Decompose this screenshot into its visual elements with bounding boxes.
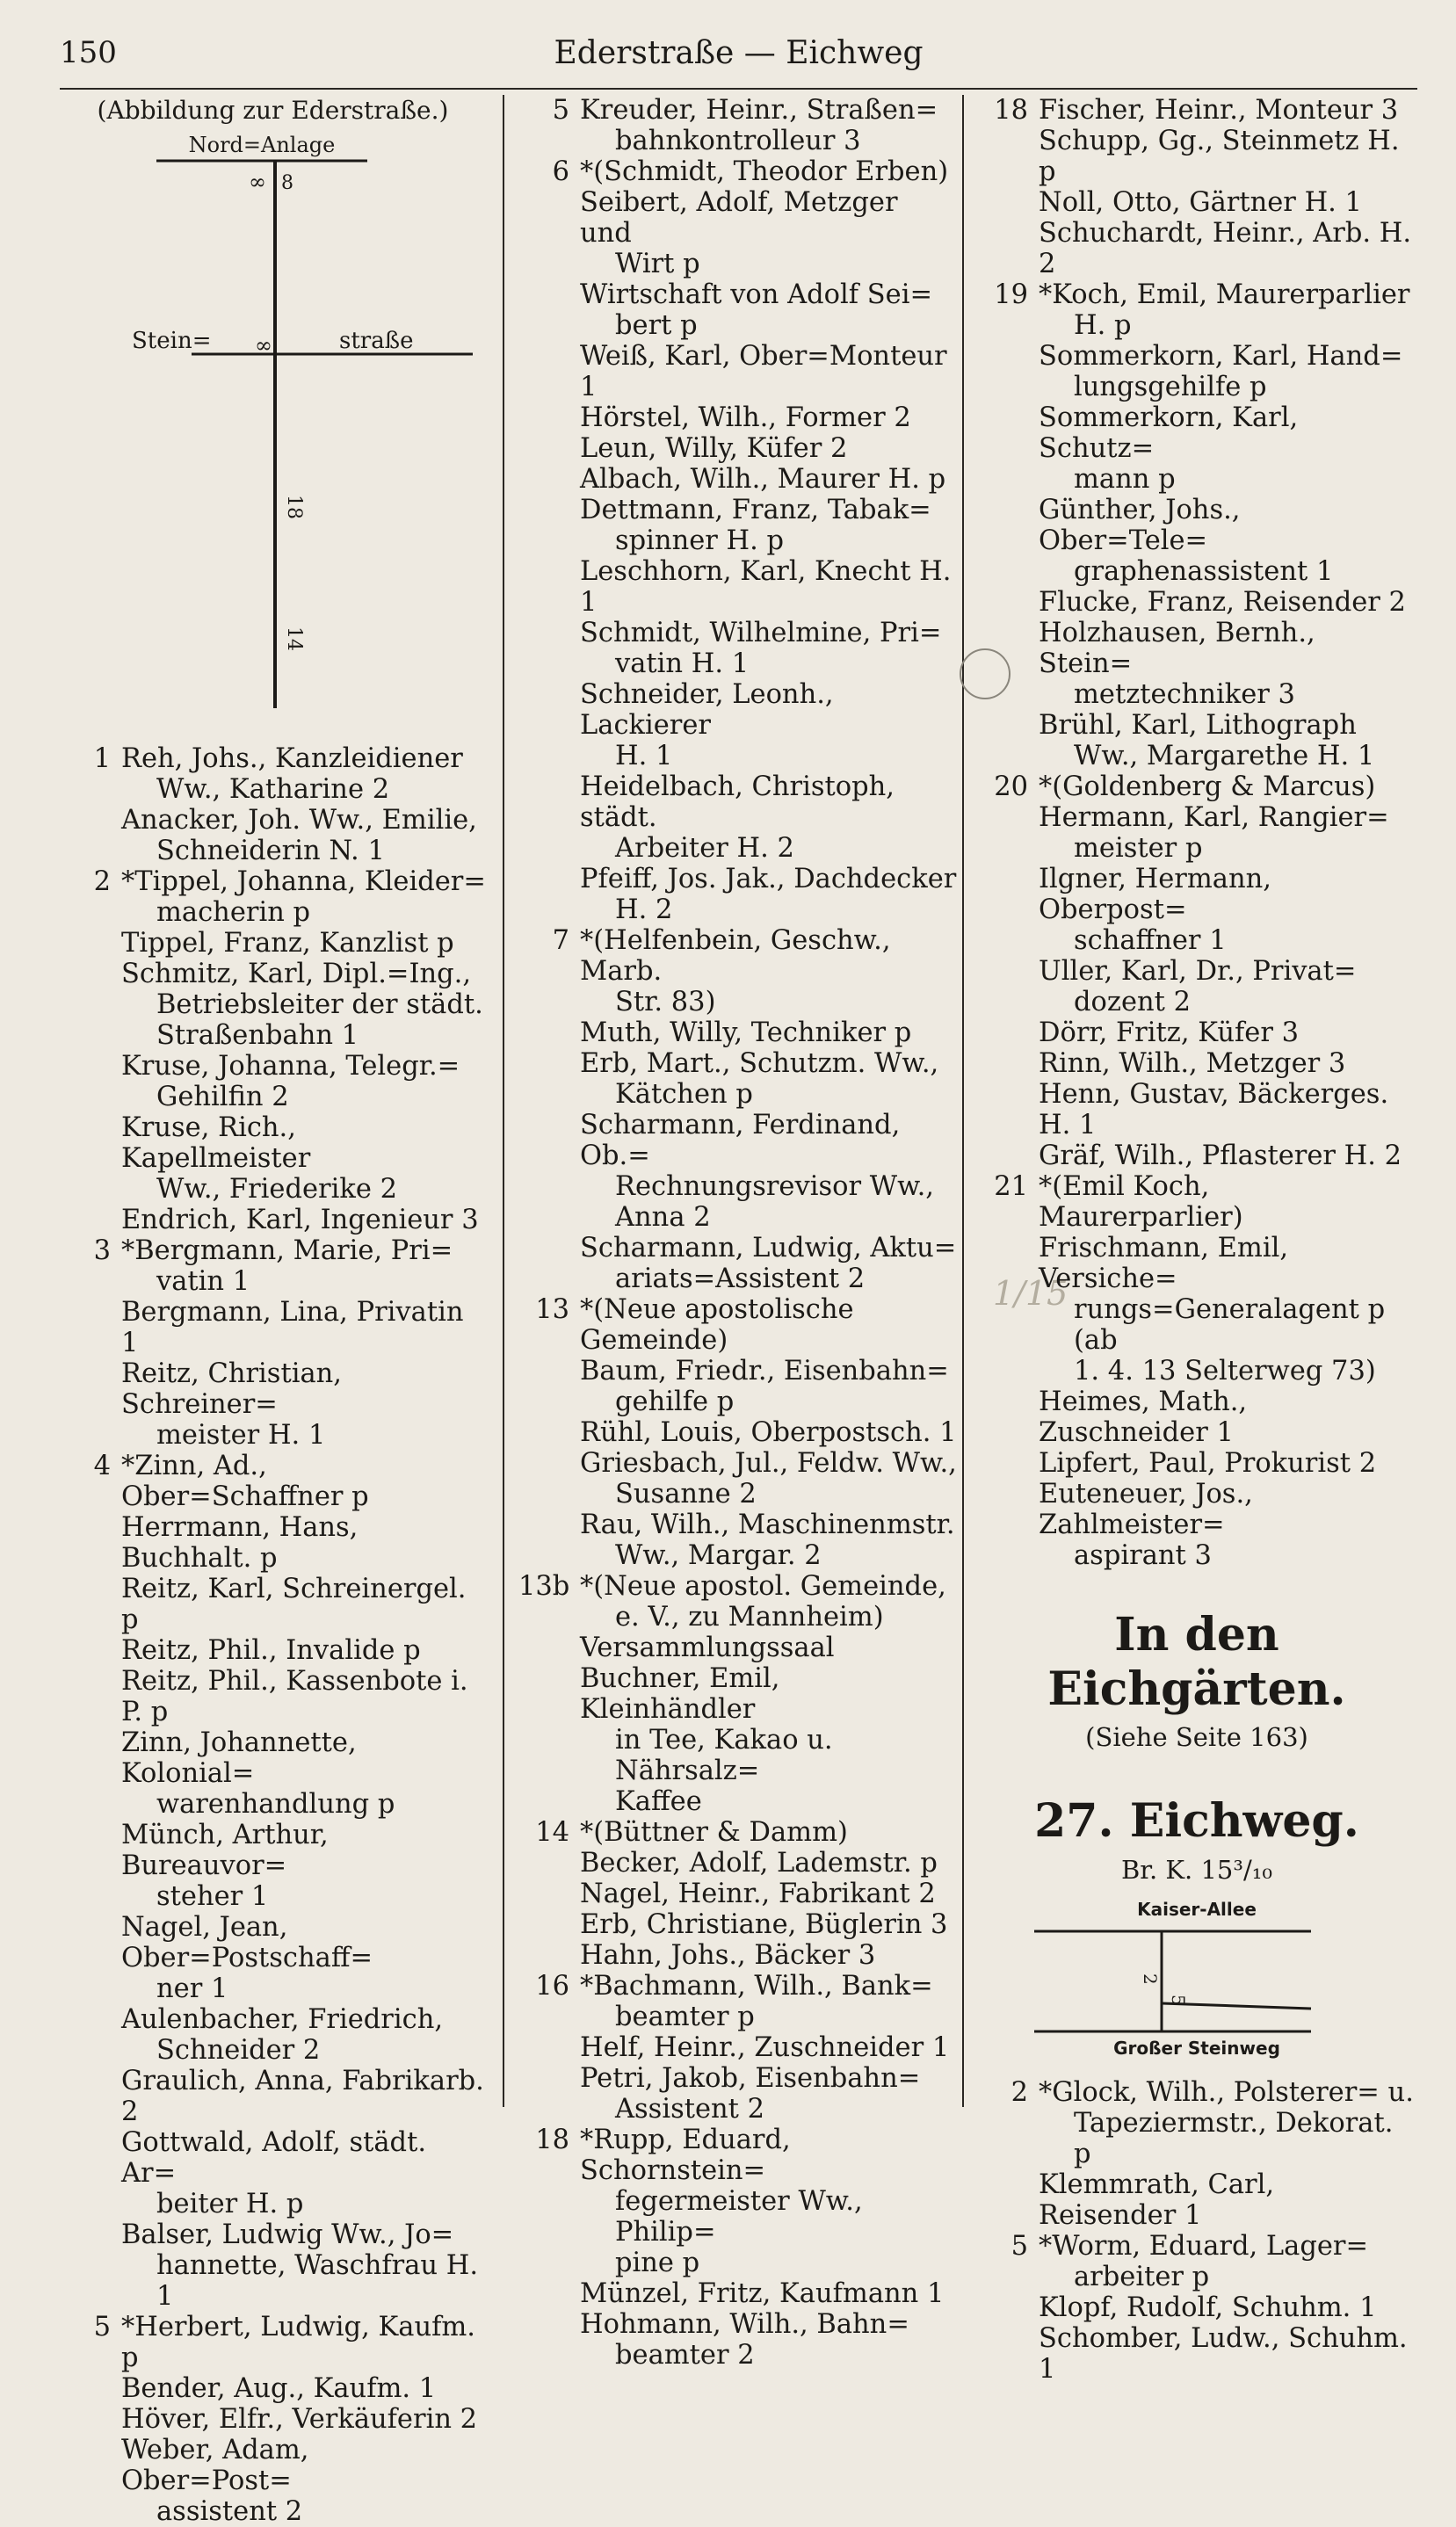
- entry-line: Helf, Heinr., Zuschneider 1: [580, 2032, 950, 2063]
- directory-entry: [977, 402, 1416, 495]
- entry-line: Dörr, Fritz, Küfer 3: [1039, 1017, 1300, 1048]
- house-number: 18: [994, 95, 1028, 126]
- entry-line: beamter 2: [615, 2340, 755, 2371]
- directory-entry: [977, 956, 1416, 1017]
- column-1: [60, 95, 486, 2527]
- column-divider-2: [962, 95, 964, 2107]
- directory-entry: [518, 1971, 958, 2032]
- entry-line: macherin p: [156, 897, 311, 928]
- directory-entry: [518, 1417, 958, 1448]
- entry-line: Tippel, Franz, Kanzlist p: [121, 928, 454, 959]
- entry-line: Assistent 2: [615, 2094, 765, 2125]
- entry-line: Reitz, Karl, Schreinergel. p: [121, 1574, 467, 1635]
- directory-entry: [60, 2404, 486, 2435]
- entry-line: Gräf, Wilh., Pflasterer H. 2: [1039, 1140, 1402, 1171]
- entry-line: Nagel, Heinr., Fabrikant 2: [580, 1879, 936, 1909]
- entry-line: Schuchardt, Heinr., Arb. H. 2: [1039, 218, 1412, 279]
- directory-entry: [60, 1727, 486, 1820]
- directory-entry: [518, 1048, 958, 1110]
- directory-entry: [60, 1235, 486, 1297]
- entry-line: Bergmann, Lina, Privatin 1: [121, 1297, 464, 1358]
- directory-entry: [60, 743, 486, 805]
- entry-line: Rühl, Louis, Oberpostsch. 1: [580, 1417, 957, 1448]
- entry-line: *Herbert, Ludwig, Kaufm. p: [121, 2312, 475, 2373]
- entry-line: arbeiter p: [1074, 2262, 1210, 2292]
- pencil-note: 1/15: [993, 1274, 1068, 1313]
- section-see-reference: (Siehe Seite 163): [1085, 1722, 1308, 1752]
- entry-line: Erb, Mart., Schutzm. Ww.,: [580, 1048, 939, 1079]
- street-map-eichweg: [977, 1889, 1416, 2065]
- entry-line: *(Helfenbein, Geschw., Marb.: [580, 925, 891, 987]
- entry-line: Noll, Otto, Gärtner H. 1: [1039, 187, 1362, 218]
- entry-line: meister H. 1: [156, 1420, 326, 1451]
- entry-line: Hohmann, Wilh., Bahn=: [580, 2309, 909, 2340]
- directory-entry: [977, 802, 1416, 864]
- entry-line: meister p: [1074, 833, 1203, 864]
- entry-line: Versammlungssaal: [580, 1633, 835, 1663]
- entry-line: Kätchen p: [615, 1079, 753, 1110]
- directory-entry: [60, 1635, 486, 1666]
- entry-line: Endrich, Karl, Ingenieur 3: [121, 1205, 479, 1235]
- map1-infinity-top: ∞: [249, 170, 266, 194]
- entry-line: Lipfert, Paul, Prokurist 2: [1039, 1448, 1377, 1479]
- entry-line: Uller, Karl, Dr., Privat=: [1039, 956, 1357, 987]
- entry-line: 1. 4. 13 Selterweg 73): [1074, 1356, 1376, 1387]
- house-number: 7: [552, 925, 569, 956]
- entry-line: *Tippel, Johanna, Kleider=: [121, 866, 486, 897]
- page-number: 150: [60, 35, 117, 70]
- map2-num-a: 2: [1140, 1973, 1161, 1985]
- entry-line: Wirt p: [615, 249, 700, 279]
- directory-entry: [518, 1848, 958, 1879]
- entry-line: *(Neue apostolische Gemeinde): [580, 1294, 854, 1356]
- entry-line: Anacker, Joh. Ww., Emilie,: [121, 805, 477, 836]
- entry-line: Wirtschaft von Adolf Sei=: [580, 279, 933, 310]
- directory-entry: [518, 341, 958, 402]
- entry-line: Straßenbahn 1: [156, 1020, 359, 1051]
- directory-entry: [60, 928, 486, 959]
- entry-line: Balser, Ludwig Ww., Jo=: [121, 2219, 454, 2250]
- map1-num-top: 8: [281, 172, 293, 194]
- directory-entry: [518, 1017, 958, 1048]
- directory-entry: [60, 1820, 486, 1912]
- entry-line: Schomber, Ludw., Schuhm. 1: [1039, 2323, 1408, 2385]
- column-2-entries: [518, 95, 958, 2371]
- entry-line: Muth, Willy, Techniker p: [580, 1017, 912, 1048]
- eichweg-entries: [977, 2077, 1416, 2385]
- entry-line: Klopf, Rudolf, Schuhm. 1: [1039, 2292, 1377, 2323]
- house-number: 18: [535, 2125, 569, 2155]
- directory-entry: [518, 618, 958, 679]
- directory-entry: [518, 1909, 958, 1940]
- entry-line: Aulenbacher, Friedrich,: [121, 2004, 444, 2035]
- entry-line: Nagel, Jean, Ober=Postschaff=: [121, 1912, 373, 1973]
- column-3-entries: [977, 95, 1416, 1571]
- entry-line: Pfeiff, Jos. Jak., Dachdecker: [580, 864, 957, 894]
- page-header: [60, 26, 1417, 90]
- directory-entry: [977, 710, 1416, 771]
- directory-entry: [977, 1079, 1416, 1140]
- directory-entry: [518, 925, 958, 1017]
- directory-entry: [518, 1571, 958, 1633]
- directory-entry: [977, 95, 1416, 126]
- entry-line: *(Büttner & Damm): [580, 1817, 848, 1848]
- entry-line: Heimes, Math., Zuschneider 1: [1039, 1387, 1248, 1448]
- entry-line: Arbeiter H. 2: [615, 833, 794, 864]
- entry-line: Hahn, Johs., Bäcker 3: [580, 1940, 876, 1971]
- entry-line: Holzhausen, Bernh., Stein=: [1039, 618, 1315, 679]
- entry-line: Reitz, Phil., Invalide p: [121, 1635, 421, 1666]
- entry-line: Reh, Johs., Kanzleidiener: [121, 743, 463, 774]
- directory-entry: [977, 864, 1416, 956]
- house-number: 4: [93, 1451, 111, 1481]
- entry-line: hannette, Waschfrau H. 1: [156, 2250, 479, 2312]
- entry-line: Str. 83): [615, 987, 716, 1017]
- directory-entry: [977, 1171, 1416, 1233]
- running-head: Ederstraße — Eichweg: [554, 35, 924, 71]
- entry-line: H. 2: [615, 894, 673, 925]
- entry-line: Schneider 2: [156, 2035, 321, 2066]
- entry-line: graphenassistent 1: [1074, 556, 1334, 587]
- entry-line: *(Goldenberg & Marcus): [1039, 771, 1376, 802]
- directory-entry: [60, 1912, 486, 2004]
- entry-line: Rau, Wilh., Maschinenmstr.: [580, 1510, 955, 1540]
- entry-line: Herrmann, Hans, Buchhalt. p: [121, 1512, 359, 1574]
- entry-line: Rinn, Wilh., Metzger 3: [1039, 1048, 1346, 1079]
- directory-entry: [977, 1233, 1416, 1387]
- directory-entry: [977, 2231, 1416, 2292]
- entry-line: bahnkontrolleur 3: [615, 126, 861, 156]
- directory-entry: [977, 187, 1416, 218]
- entry-line: mann p: [1074, 464, 1176, 495]
- entry-line: vatin 1: [156, 1266, 250, 1297]
- entry-line: Münch, Arthur, Bureauvor=: [121, 1820, 329, 1881]
- directory-entry: [60, 1666, 486, 1727]
- house-number: 13b: [518, 1571, 570, 1602]
- entry-line: H. p: [1074, 310, 1132, 341]
- entry-line: Gehilfin 2: [156, 1082, 289, 1112]
- street-map2-svg: [977, 1889, 1416, 2065]
- map1-caption: (Abbildung zur Ederstraße.): [97, 96, 449, 125]
- entry-line: *(Emil Koch, Maurerparlier): [1039, 1171, 1243, 1233]
- entry-line: aspirant 3: [1074, 1540, 1212, 1571]
- entry-line: Hermann, Karl, Rangier=: [1039, 802, 1389, 833]
- directory-entry: [518, 1448, 958, 1510]
- directory-entry: [977, 126, 1416, 187]
- directory-entry: [977, 218, 1416, 279]
- entry-line: *Zinn, Ad., Ober=Schaffner p: [121, 1451, 369, 1512]
- entry-line: *(Schmidt, Theodor Erben): [580, 156, 949, 187]
- directory-entry: [60, 1512, 486, 1574]
- house-number: 1: [93, 743, 111, 774]
- directory-entry: [518, 495, 958, 556]
- section-title-eichweg: 27. Eichweg.: [1034, 1794, 1359, 1848]
- entry-line: Dettmann, Franz, Tabak=: [580, 495, 931, 525]
- directory-entry: [977, 1448, 1416, 1479]
- entry-line: steher 1: [156, 1881, 269, 1912]
- directory-entry: [60, 1205, 486, 1235]
- entry-line: Frischmann, Emil, Versiche=: [1039, 1233, 1289, 1294]
- entry-line: assistent 2: [156, 2496, 303, 2527]
- entry-line: bert p: [615, 310, 698, 341]
- directory-entry: [518, 1110, 958, 1233]
- directory-entry: [518, 433, 958, 464]
- directory-entry: [60, 1297, 486, 1358]
- directory-entry: [977, 587, 1416, 618]
- entry-line: Buchner, Emil, Kleinhändler: [580, 1663, 780, 1725]
- entry-line: Brühl, Karl, Lithograph: [1039, 710, 1357, 741]
- entry-line: Schmidt, Wilhelmine, Pri=: [580, 618, 942, 648]
- directory-entry: [518, 1510, 958, 1571]
- entry-line: Susanne 2: [615, 1479, 757, 1510]
- house-number: 5: [93, 2312, 111, 2342]
- entry-line: vatin H. 1: [615, 648, 750, 679]
- directory-entry: [60, 1112, 486, 1205]
- entry-line: *Bachmann, Wilh., Bank=: [580, 1971, 933, 2002]
- entry-line: in Tee, Kakao u. Nährsalz=: [615, 1725, 833, 1786]
- directory-entry: [977, 495, 1416, 587]
- entry-line: *Koch, Emil, Maurerparlier: [1039, 279, 1410, 310]
- entry-line: Schneiderin N. 1: [156, 836, 385, 866]
- directory-entry: [977, 771, 1416, 802]
- directory-entry: [518, 279, 958, 341]
- entry-line: Rechnungsrevisor Ww.,: [615, 1171, 934, 1202]
- entry-line: Betriebsleiter der städt.: [156, 989, 483, 1020]
- entry-line: Reitz, Christian, Schreiner=: [121, 1358, 342, 1420]
- directory-entry: [60, 2127, 486, 2219]
- directory-entry: [518, 402, 958, 433]
- directory-entry: [977, 2292, 1416, 2323]
- house-number: 19: [994, 279, 1028, 310]
- directory-entry: [977, 1479, 1416, 1571]
- directory-entry: [518, 1940, 958, 1971]
- directory-entry: [60, 1451, 486, 1512]
- map1-left-street: Stein=: [132, 328, 212, 354]
- entry-line: pine p: [615, 2248, 700, 2278]
- house-number: 14: [535, 1817, 569, 1848]
- directory-entry: [518, 1879, 958, 1909]
- house-number: 13: [535, 1294, 569, 1325]
- entry-line: lungsgehilfe p: [1074, 372, 1267, 402]
- map1-num-low: 14: [283, 626, 305, 651]
- entry-line: warenhandlung p: [156, 1789, 395, 1820]
- directory-entry: [977, 2169, 1416, 2231]
- directory-entry: [518, 2125, 958, 2278]
- house-number: 20: [994, 771, 1028, 802]
- entry-line: Albach, Wilh., Maurer H. p: [580, 464, 946, 495]
- entry-line: Ww., Friederike 2: [156, 1174, 398, 1205]
- directory-entry: [977, 341, 1416, 402]
- column-2: [518, 95, 958, 2371]
- entry-line: beamter p: [615, 2002, 755, 2032]
- entry-line: Weiß, Karl, Ober=Monteur 1: [580, 341, 947, 402]
- entry-line: Graulich, Anna, Fabrikarb. 2: [121, 2066, 484, 2127]
- column-3: [977, 95, 1416, 2385]
- entry-line: spinner H. p: [615, 525, 785, 556]
- entry-line: Gottwald, Adolf, städt. Ar=: [121, 2127, 427, 2189]
- entry-line: Tapeziermstr., Dekorat. p: [1074, 2108, 1394, 2169]
- directory-entry: [60, 1358, 486, 1451]
- entry-line: ner 1: [156, 1973, 228, 2004]
- house-number: 5: [552, 95, 569, 126]
- directory-entry: [977, 1140, 1416, 1171]
- directory-entry: [60, 805, 486, 866]
- map1-infinity-mid: ∞: [255, 333, 272, 358]
- section-brk: Br. K. 15³/₁₀: [1120, 1855, 1273, 1885]
- directory-entry: [977, 618, 1416, 710]
- entry-line: Klemmrath, Carl, Reisender 1: [1039, 2169, 1275, 2231]
- map1-top-street: Nord=Anlage: [188, 133, 336, 157]
- street-map-ederstrasse: [60, 133, 486, 735]
- entry-line: Schupp, Gg., Steinmetz H. p: [1039, 126, 1400, 187]
- entry-line: Zinn, Johannette, Kolonial=: [121, 1727, 357, 1789]
- directory-entry: [60, 959, 486, 1051]
- entry-line: Ww., Margar. 2: [615, 1540, 822, 1571]
- entry-line: ariats=Assistent 2: [615, 1264, 866, 1294]
- entry-line: Griesbach, Jul., Feldw. Ww.,: [580, 1448, 957, 1479]
- entry-line: Henn, Gustav, Bäckerges. H. 1: [1039, 1079, 1389, 1140]
- entry-line: *Rupp, Eduard, Schornstein=: [580, 2125, 791, 2186]
- house-number: 5: [1011, 2231, 1028, 2262]
- column-divider-1: [503, 95, 504, 2107]
- entry-line: Münzel, Fritz, Kaufmann 1: [580, 2278, 945, 2309]
- section-title-eichgaerten: In den Eichgärten.: [1047, 1608, 1346, 1716]
- entry-line: Reitz, Phil., Kassenbote i. P. p: [121, 1666, 468, 1727]
- directory-entry: [518, 1817, 958, 1848]
- directory-entry: [977, 1017, 1416, 1048]
- directory-entry: [518, 1294, 958, 1356]
- entry-line: Leschhorn, Karl, Knecht H. 1: [580, 556, 952, 618]
- entry-line: Schneider, Leonh., Lackierer: [580, 679, 834, 741]
- directory-entry: [518, 1663, 958, 1817]
- entry-line: e. V., zu Mannheim): [615, 1602, 884, 1633]
- entry-line: Petri, Jakob, Eisenbahn=: [580, 2063, 921, 2094]
- directory-entry: [977, 1048, 1416, 1079]
- entry-line: *Glock, Wilh., Polsterer= u.: [1039, 2077, 1414, 2108]
- entry-line: Baum, Friedr., Eisenbahn=: [580, 1356, 949, 1387]
- directory-entry: [518, 2032, 958, 2063]
- entry-line: Sommerkorn, Karl, Hand=: [1039, 341, 1403, 372]
- directory-entry: [977, 2077, 1416, 2169]
- entry-line: Schmitz, Karl, Dipl.=Ing.,: [121, 959, 472, 989]
- entry-line: Günther, Johs., Ober=Tele=: [1039, 495, 1241, 556]
- directory-entry: [60, 2312, 486, 2373]
- directory-entry: [60, 1574, 486, 1635]
- directory-entry: [60, 2219, 486, 2312]
- house-number: 3: [93, 1235, 111, 1266]
- entry-line: Kruse, Rich., Kapellmeister: [121, 1112, 311, 1174]
- directory-entry: [518, 1633, 958, 1663]
- entry-line: Leun, Willy, Küfer 2: [580, 433, 848, 464]
- directory-entry: [518, 187, 958, 279]
- directory-entry: [977, 1387, 1416, 1448]
- house-number: 6: [552, 156, 569, 187]
- directory-entry: [518, 864, 958, 925]
- map2-num-b: 5: [1168, 1995, 1189, 2006]
- directory-entry: [518, 556, 958, 618]
- entry-line: *Worm, Eduard, Lager=: [1039, 2231, 1369, 2262]
- entry-line: Höver, Elfr., Verkäuferin 2: [121, 2404, 478, 2435]
- entry-line: metztechniker 3: [1074, 679, 1295, 710]
- directory-entry: [518, 679, 958, 771]
- directory-entry: [518, 1233, 958, 1294]
- entry-line: fegermeister Ww., Philip=: [615, 2186, 863, 2248]
- map2-bottom-street: Großer Steinweg: [1113, 2038, 1280, 2059]
- entry-line: Ww., Margarethe H. 1: [1074, 741, 1375, 771]
- directory-entry: [518, 156, 958, 187]
- entry-line: Kreuder, Heinr., Straßen=: [580, 95, 938, 126]
- entry-line: Kaffee: [615, 1786, 702, 1817]
- map1-right-street: straße: [339, 328, 414, 354]
- entry-line: Anna 2: [615, 1202, 711, 1233]
- entry-line: Fischer, Heinr., Monteur 3: [1039, 95, 1399, 126]
- entry-line: schaffner 1: [1074, 925, 1227, 956]
- column-1-entries: [60, 743, 486, 2527]
- directory-entry: [60, 866, 486, 928]
- directory-entry: [518, 464, 958, 495]
- directory-entry: [60, 1051, 486, 1112]
- directory-entry: [518, 771, 958, 864]
- directory-entry: [518, 2278, 958, 2309]
- directory-entry: [977, 2323, 1416, 2385]
- house-number: 16: [535, 1971, 569, 2002]
- entry-line: *Bergmann, Marie, Pri=: [121, 1235, 453, 1266]
- directory-entry: [60, 2066, 486, 2127]
- street-map-svg: [60, 133, 486, 735]
- entry-line: Sommerkorn, Karl, Schutz=: [1039, 402, 1299, 464]
- directory-entry: [977, 279, 1416, 341]
- directory-entry: [518, 2063, 958, 2125]
- entry-line: Heidelbach, Christoph, städt.: [580, 771, 895, 833]
- entry-line: *(Neue apostol. Gemeinde,: [580, 1571, 946, 1602]
- house-number: 2: [1011, 2077, 1028, 2108]
- entry-line: Weber, Adam, Ober=Post=: [121, 2435, 309, 2496]
- entry-line: Ilgner, Hermann, Oberpost=: [1039, 864, 1271, 925]
- house-number: 21: [994, 1171, 1028, 1202]
- directory-entry: [518, 1356, 958, 1417]
- entry-line: dozent 2: [1074, 987, 1192, 1017]
- house-number: 2: [93, 866, 111, 897]
- entry-line: Bender, Aug., Kaufm. 1: [121, 2373, 437, 2404]
- directory-entry: [518, 2309, 958, 2371]
- directory-entry: [60, 2373, 486, 2404]
- directory-entry: [60, 2435, 486, 2527]
- entry-line: Ww., Katharine 2: [156, 774, 390, 805]
- entry-line: Flucke, Franz, Reisender 2: [1039, 587, 1406, 618]
- entry-line: beiter H. p: [156, 2189, 304, 2219]
- entry-line: Scharmann, Ferdinand, Ob.=: [580, 1110, 901, 1171]
- entry-line: Seibert, Adolf, Metzger und: [580, 187, 898, 249]
- entry-line: rungs=Generalagent p (ab: [1074, 1294, 1386, 1356]
- map2-top-street: Kaiser-Allee: [1137, 1899, 1257, 1920]
- map1-num-mid: 18: [283, 495, 305, 519]
- entry-line: Hörstel, Wilh., Former 2: [580, 402, 911, 433]
- entry-line: H. 1: [615, 741, 673, 771]
- directory-entry: [60, 2004, 486, 2066]
- entry-line: Euteneuer, Jos., Zahlmeister=: [1039, 1479, 1253, 1540]
- entry-line: Scharmann, Ludwig, Aktu=: [580, 1233, 957, 1264]
- entry-line: gehilfe p: [615, 1387, 735, 1417]
- entry-line: Becker, Adolf, Lademstr. p: [580, 1848, 938, 1879]
- entry-line: Erb, Christiane, Büglerin 3: [580, 1909, 948, 1940]
- directory-entry: [518, 95, 958, 156]
- entry-line: Kruse, Johanna, Telegr.=: [121, 1051, 460, 1082]
